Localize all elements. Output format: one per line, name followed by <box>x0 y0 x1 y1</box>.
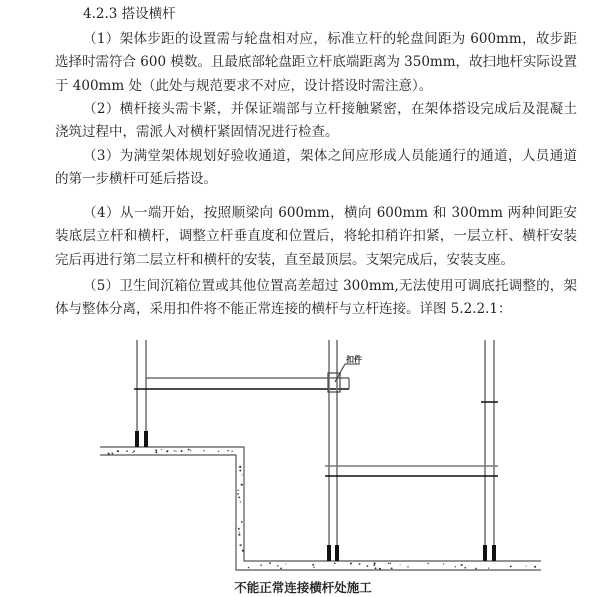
aggregate-speck <box>133 450 135 452</box>
aggregate-speck <box>379 568 381 570</box>
aggregate-speck <box>239 466 241 468</box>
aggregate-speck <box>203 450 204 451</box>
aggregate-speck <box>188 449 189 450</box>
paragraph-5: （5）卫生间沉箱位置或其他位置高差超过 300mm,无法使用可调底托调整的，架体与整体分离，采用扣件将不能正常连接的横杆与立杆连接。详图 5.2.2.1： <box>55 278 577 318</box>
aggregate-speck <box>241 544 242 545</box>
aggregate-speck <box>156 452 158 454</box>
aggregate-speck <box>535 566 536 567</box>
aggregate-speck <box>526 566 527 567</box>
right-standard-poles <box>485 340 494 561</box>
aggregate-speck <box>455 566 456 567</box>
aggregate-speck <box>190 450 191 451</box>
aggregate-speck <box>270 563 271 564</box>
figure-caption: 不能正常连接横杆处施工 <box>234 580 372 595</box>
aggregate-speck <box>231 451 232 452</box>
clamp-label: 扣件 <box>346 355 362 364</box>
aggregate-speck <box>117 450 119 452</box>
left-base-plates <box>135 431 148 447</box>
aggregate-speck <box>391 567 393 569</box>
aggregate-speck <box>239 532 240 533</box>
aggregate-speck <box>334 562 336 564</box>
aggregate-speck <box>260 564 262 566</box>
aggregate-speck <box>510 566 511 567</box>
aggregate-speck <box>373 564 375 566</box>
aggregate-speck <box>400 564 401 565</box>
aggregate-speck <box>155 449 157 451</box>
aggregate-speck <box>161 449 162 450</box>
aggregate-speck <box>313 567 314 568</box>
aggregate-speck <box>488 568 489 569</box>
aggregate-speck <box>238 528 240 530</box>
paragraph-1: （1）架体步距的设置需与轮盘相对应，标准立杆的轮盘间距为 600mm，故步距选择时需符合 600 模数。且最底部轮盘距立杆底端距离为 350mm，故扫地杆实际设置于 400mm 处（此处与规范要求不对应，设计搭设时需注意）。 <box>55 31 578 94</box>
paragraph-2: （2）横杆接头需卡紧，并保证端部与立杆接触紧密，在架体搭设完成后及混凝土浇筑过程中，需派人对横杆紧固情况进行检查。 <box>55 101 577 141</box>
scaffold-diagram <box>0 330 606 597</box>
aggregate-speck <box>359 563 361 565</box>
aggregate-speck <box>443 563 444 564</box>
section-heading: 4.2.3 搭设横杆 <box>83 6 176 22</box>
aggregate-speck <box>242 550 244 552</box>
concrete-aggregate <box>108 449 537 570</box>
right-base-plates <box>483 545 496 561</box>
aggregate-speck <box>390 563 391 564</box>
aggregate-speck <box>388 563 389 564</box>
aggregate-speck <box>112 453 113 454</box>
aggregate-speck <box>108 453 110 455</box>
aggregate-speck <box>312 564 314 566</box>
aggregate-speck <box>237 490 238 491</box>
aggregate-speck <box>132 452 133 453</box>
aggregate-speck <box>461 564 463 566</box>
aggregate-speck <box>218 451 219 452</box>
paragraph-4: （4）从一端开始，按照顺梁向 600mm，横向 600mm 和 300mm 两种间距安装底层立杆和横杆，调整立杆垂直度和位置后，将轮扣稍许扣紧，一层立杆、横杆安装完后再进行第二层立杆和横杆的安装，直至最顶层。支架完成后，安装支座。 <box>55 205 577 268</box>
aggregate-speck <box>238 496 240 498</box>
aggregate-speck <box>277 565 279 567</box>
middle-base-plates <box>327 545 339 561</box>
aggregate-speck <box>240 501 241 502</box>
aggregate-speck <box>475 568 477 570</box>
clamped-ledger <box>134 378 349 389</box>
aggregate-speck <box>407 566 408 567</box>
aggregate-speck <box>242 484 243 485</box>
aggregate-speck <box>238 534 240 536</box>
aggregate-speck <box>174 450 175 451</box>
aggregate-speck <box>239 470 241 472</box>
aggregate-speck <box>374 562 376 564</box>
aggregate-speck <box>427 563 428 564</box>
aggregate-speck <box>181 450 183 452</box>
aggregate-speck <box>237 493 239 495</box>
aggregate-speck <box>366 565 368 567</box>
aggregate-speck <box>350 562 352 564</box>
aggregate-speck <box>285 564 286 565</box>
aggregate-speck <box>166 450 168 452</box>
aggregate-speck <box>375 567 377 569</box>
paragraph-3: （3）为满堂架体规划好验收通道，架体之间应形成人员能通行的通道，人员通道的第一步横杆可延后搭设。 <box>55 148 577 188</box>
aggregate-speck <box>242 474 243 475</box>
aggregate-speck <box>248 567 250 569</box>
aggregate-speck <box>227 450 229 452</box>
aggregate-speck <box>175 451 176 452</box>
aggregate-speck <box>241 521 243 523</box>
lower-ledger <box>325 466 498 476</box>
aggregate-speck <box>126 450 128 452</box>
aggregate-speck <box>280 568 282 570</box>
left-standard-poles <box>137 340 146 447</box>
aggregate-speck <box>464 567 466 569</box>
